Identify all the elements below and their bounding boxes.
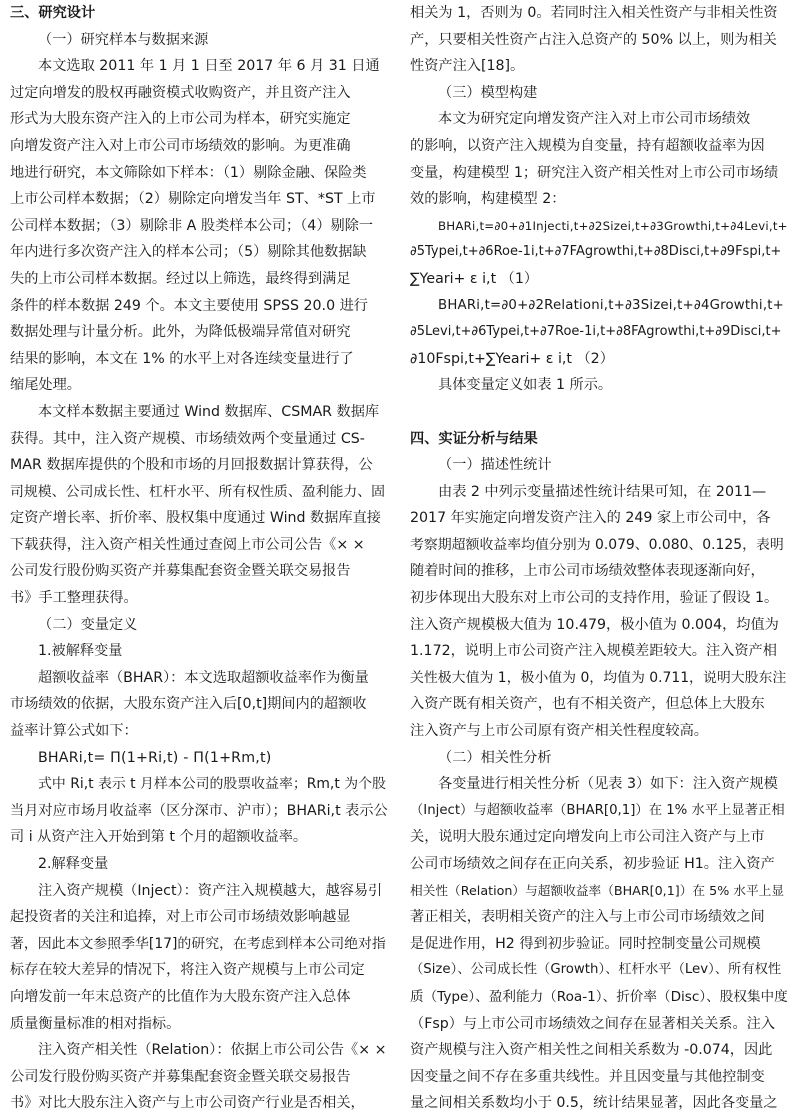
left-line: 定资产增长率、折价率、股权集中度通过 Wind 数据库直接 xyxy=(10,510,381,527)
left-line: 结果的影响，本文在 1% 的水平上对各连续变量进行了 xyxy=(10,350,354,367)
left-line: （二）变量定义 xyxy=(38,616,138,633)
left-line: 过定向增发的股权再融资模式收购资产，并且资产注入 xyxy=(10,84,351,101)
left-line: 向增发前一年末总资产的比值作为大股东资产注入总体 xyxy=(10,988,351,1005)
right-line: 公司市场绩效之间存在正向关系，初步验证 H1。注入资产 xyxy=(410,856,775,872)
right-line: 1.172，说明上市公司资产注入规模差距较大。注入资产相 xyxy=(410,643,777,660)
right-line: 2017 年实施定向增发资产注入的 249 家上市公司中，各 xyxy=(410,510,771,527)
right-line: （Size）、公司成长性（Growth）、杠杆水平（Lev）、所有权性 xyxy=(410,962,782,978)
left-line: 形式为大股东资产注入的上市公司为样本，研究实施定 xyxy=(10,111,351,128)
left-line: （一）研究样本与数据来源 xyxy=(38,31,209,48)
right-line: （三）模型构建 xyxy=(438,84,538,101)
left-line: 数据处理与计量分析。此外，为降低极端异常值对研究 xyxy=(10,324,351,341)
left-line: 注入资产相关性（Relation）：依据上市公司公告《× × xyxy=(38,1042,387,1059)
right-line: 产，只要相关性资产占注入总资产的 50% 以上，则为相关 xyxy=(410,31,777,48)
right-column xyxy=(410,0,788,1117)
left-line: 书》对比大股东注入资产与上市公司资产行业是否相关， xyxy=(10,1095,365,1112)
left-line: 超额收益率（BHAR）：本文选取超额收益率作为衡量 xyxy=(38,669,369,686)
left-line: 公司发行股份购买资产并募集配套资金暨关联交易报告 xyxy=(10,563,351,580)
right-line: 由表 2 中列示变量描述性统计结果可知，在 2011— xyxy=(438,483,767,500)
left-line: 起投资者的关注和追捧，对上市公司市场绩效影响越显 xyxy=(10,909,351,926)
left-line: 书》手工整理获得。 xyxy=(10,590,138,607)
right-line: 相关性（Relation）与超额收益率（BHAR[0,1]）在 5% 水平上显 xyxy=(410,882,785,898)
left-line: 注入资产规模（Inject）：资产注入规模越大，越容易引 xyxy=(38,882,383,899)
right-line: （Fsp）与上市公司市场绩效之间存在显著相关关系。注入 xyxy=(410,1015,776,1032)
left-line: BHARi,t= Π(1+Ri,t) - Π(1+Rm,t) xyxy=(38,749,272,766)
right-line: 著正相关，表明相关资产的注入与上市公司市场绩效之间 xyxy=(410,909,765,926)
right-line: BHARi,t=∂0+∂1Injecti,t+∂2Sizei,t+∂3Growthi,t+∂4Levi,t+ xyxy=(438,218,788,233)
left-line: 条件的样本数据 249 个。本文主要使用 SPSS 20.0 进行 xyxy=(10,297,368,314)
left-line: 司规模、公司成长性、杠杆水平、所有权性质、盈利能力、固 xyxy=(10,483,386,500)
left-line: 地进行研究，本文筛除如下样本：（1）剔除金融、保险类 xyxy=(10,164,367,181)
right-line: （二）相关性分析 xyxy=(438,749,552,766)
left-line: 本文样本数据主要通过 Wind 数据库、CSMAR 数据库 xyxy=(38,403,380,420)
right-line: 本文为研究定向增发资产注入对上市公司市场绩效 xyxy=(438,111,751,128)
left-line: 本文选取 2011 年 1 月 1 日至 2017 年 6 月 31 日通 xyxy=(38,58,380,75)
right-line: 的影响，以资产注入规模为自变量，持有超额收益率为因 xyxy=(410,137,765,154)
right-line: （Inject）与超额收益率（BHAR[0,1]）在 1% 水平上显著正相 xyxy=(410,802,785,818)
right-line: 因变量之间不存在多重共线性。并且因变量与其他控制变 xyxy=(410,1068,765,1085)
right-line: ∑Yeari+ ε i,t （1） xyxy=(410,270,539,287)
left-line: 三、研究设计 xyxy=(10,5,96,21)
left-line: MAR 数据库提供的个股和市场的月回报数据计算获得，公 xyxy=(10,457,373,474)
right-line: 注入资产规模极大值为 10.479，极小值为 0.004，均值为 xyxy=(410,616,779,633)
left-line: 下载获得，注入资产相关性通过查阅上市公司公告《× × xyxy=(10,536,365,553)
left-line: 市场绩效的依据，大股东资产注入后[0,t]期间内的超额收 xyxy=(10,696,367,713)
right-line: 性资产注入[18]。 xyxy=(410,58,525,75)
left-line: 年内进行多次资产注入的样本公司；（5）剔除其他数据缺 xyxy=(10,244,367,261)
right-line: 量之间相关系数均小于 0.5，统计结果显著，因此各变量之 xyxy=(410,1095,778,1112)
left-line: 式中 Ri,t 表示 t 月样本公司的股票收益率；Rm,t 为个股 xyxy=(38,776,386,793)
left-line: 失的上市公司样本数据。经过以上筛选，最终得到满足 xyxy=(10,270,351,287)
left-line: 上市公司样本数据；（2）剔除定向增发当年 ST、*ST 上市 xyxy=(10,191,376,208)
right-line: 随着时间的推移，上市公司市场绩效整体表现逐渐向好， xyxy=(410,563,765,580)
right-line: 相关为 1，否则为 0。若同时注入相关性资产与非相关性资 xyxy=(410,5,778,21)
left-line: 著，因此本文参照季华[17]的研究，在考虑到样本公司绝对指 xyxy=(10,935,386,952)
right-line: 关，说明大股东通过定向增发向上市公司注入资产与上市 xyxy=(410,829,765,846)
right-line: 四、实证分析与结果 xyxy=(410,430,538,447)
right-line: ∂10Fspi,t+∑Yeari+ ε i,t （2） xyxy=(410,350,614,367)
right-line: 具体变量定义如表 1 所示。 xyxy=(438,377,613,394)
left-column xyxy=(10,0,388,1117)
left-line: 1.被解释变量 xyxy=(38,643,123,660)
right-line xyxy=(410,399,788,426)
right-line: 初步体现出大股东对上市公司的支持作用，验证了假设 1。 xyxy=(410,590,779,607)
left-line: 公司样本数据；（3）剔除非 A 股类样本公司；（4）剔除一 xyxy=(10,217,374,234)
left-line: 缩尾处理。 xyxy=(10,377,81,394)
left-line: 司 i 从资产注入开始到第 t 个月的超额收益率。 xyxy=(10,829,308,846)
right-line: （一）描述性统计 xyxy=(438,457,552,474)
right-line: 考察期超额收益率均值分别为 0.079、0.080、0.125，表明 xyxy=(410,536,784,553)
left-line: 标存在较大差异的情况下，将注入资产规模与上市公司定 xyxy=(10,962,365,979)
right-line: BHARi,t=∂0+∂2Relationi,t+∂3Sizei,t+∂4Growthi,t+ xyxy=(438,297,785,313)
right-line: 资产规模与注入资产相关性之间相关系数为 -0.074，因此 xyxy=(410,1042,773,1059)
right-line: 质（Type）、盈利能力（Roa-1）、折价率（Disc）、股权集中度 xyxy=(410,988,788,1005)
left-line: 获得。其中，注入资产规模、市场绩效两个变量通过 CS- xyxy=(10,430,365,447)
right-line: 效的影响，构建模型 2： xyxy=(410,191,566,208)
right-line: ∂5Levi,t+∂6Typei,t+∂7Roe-1i,t+∂8FAgrowthi,t+∂9Disci,t+ xyxy=(410,324,782,340)
left-line: 质量衡量标准的相对指标。 xyxy=(10,1015,181,1032)
right-line: 注入资产与上市公司原有资产相关性程度较高。 xyxy=(410,723,708,740)
left-line: 2.解释变量 xyxy=(38,856,109,872)
right-line: 入资产既有相关资产，也有不相关资产，但总体上大股东 xyxy=(410,696,765,713)
right-line: 关性极大值为 1，极小值为 0，均值为 0.711，说明大股东注 xyxy=(410,669,787,686)
left-line: 当月对应市场月收益率（区分深市、沪市）；BHARi,t 表示公 xyxy=(10,802,388,819)
right-line: 变量，构建模型 1；研究注入资产相关性对上市公司市场绩 xyxy=(410,164,779,181)
right-line: 是促进作用，H2 得到初步验证。同时控制变量公司规模 xyxy=(410,935,761,952)
left-line: 公司发行股份购买资产并募集配套资金暨关联交易报告 xyxy=(10,1068,351,1085)
right-line: 各变量进行相关性分析（见表 3）如下：注入资产规模 xyxy=(438,776,778,793)
right-line: ∂5Typei,t+∂6Roe-1i,t+∂7FAgrowthi,t+∂8Disci,t+∂9Fspi,t+ xyxy=(410,244,782,260)
left-line: 益率计算公式如下： xyxy=(10,723,138,740)
left-line: 向增发资产注入对上市公司市场绩效的影响。为更准确 xyxy=(10,137,351,154)
